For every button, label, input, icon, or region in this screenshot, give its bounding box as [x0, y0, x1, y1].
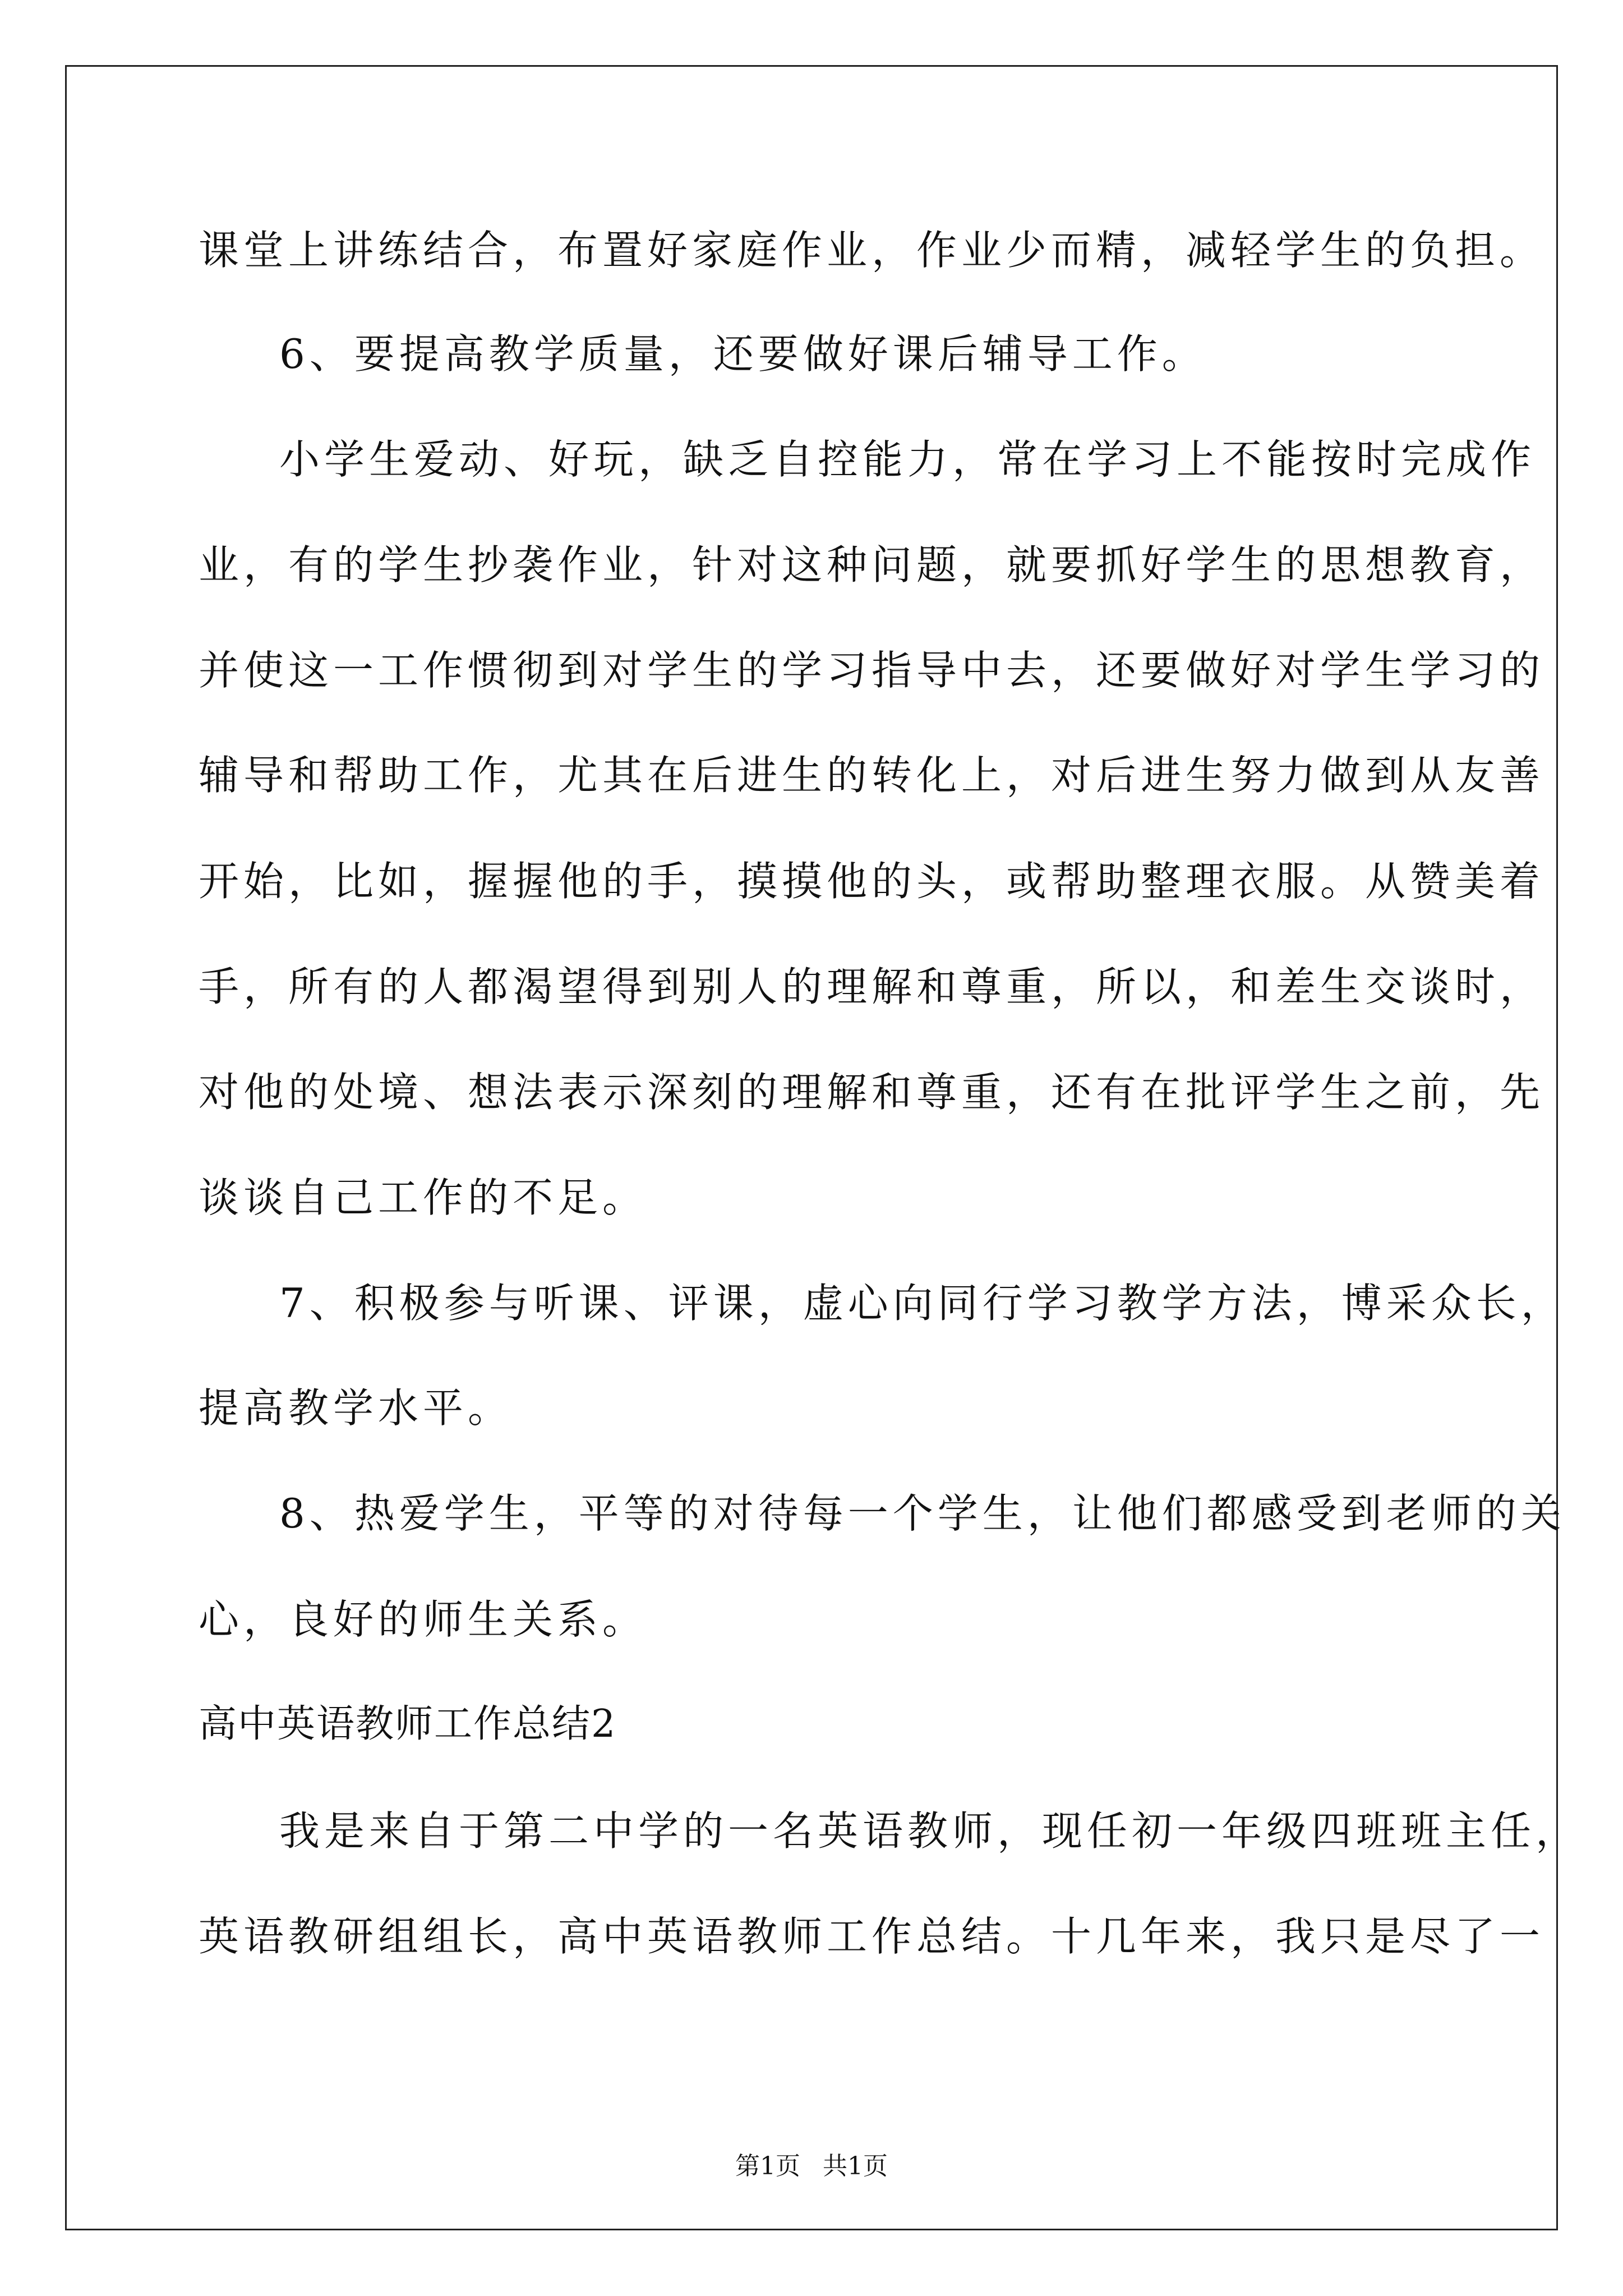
- paragraph-line-4: 业，有的学生抄袭作业，针对这种问题，就要抓好学生的思想教育，: [199, 541, 1545, 588]
- section-heading: 高中英语教师工作总结2: [199, 1702, 617, 1746]
- paragraph-line-17: 英语教研组组长，高中英语教师工作总结。十几年来，我只是尽了一: [199, 1913, 1545, 1960]
- paragraph-line-10: 谈谈自己工作的不足。: [199, 1174, 648, 1221]
- page-number-current: 第1页: [735, 2152, 800, 2180]
- paragraph-line-14: 心，良好的师生关系。: [199, 1596, 648, 1643]
- page-footer: [0, 2154, 1623, 2179]
- paragraph-line-3: 小学生爱动、好玩，缺乏自控能力，常在学习上不能按时完成作: [279, 436, 1536, 483]
- paragraph-line-6: 辅导和帮助工作，尤其在后进生的转化上，对后进生努力做到从友善: [199, 752, 1545, 799]
- paragraph-line-12: 提高教学水平。: [199, 1384, 513, 1432]
- paragraph-line-1: 课堂上讲练结合，布置好家庭作业，作业少而精，减轻学生的负担。: [199, 227, 1545, 274]
- paragraph-line-2: 6、要提高教学质量，还要做好课后辅导工作。: [279, 330, 1207, 378]
- page-number-total: 共1页: [823, 2152, 888, 2180]
- paragraph-line-5: 并使这一工作惯彻到对学生的学习指导中去，还要做好对学生学习的: [199, 647, 1545, 694]
- paragraph-line-7: 开始，比如，握握他的手，摸摸他的头，或帮助整理衣服。从赞美着: [199, 858, 1545, 905]
- paragraph-line-9: 对他的处境、想法表示深刻的理解和尊重，还有在批评学生之前，先: [199, 1069, 1545, 1116]
- paragraph-line-11: 7、积极参与听课、评课，虚心向同行学习教学方法，博采众长，: [279, 1280, 1566, 1327]
- paragraph-line-8: 手，所有的人都渴望得到别人的理解和尊重，所以，和差生交谈时，: [199, 963, 1545, 1010]
- paragraph-line-13: 8、热爱学生，平等的对待每一个学生，让他们都感受到老师的关: [279, 1490, 1566, 1537]
- page-border: [65, 65, 1558, 2230]
- paragraph-line-16: 我是来自于第二中学的一名英语教师，现任初一年级四班班主任，: [279, 1807, 1581, 1855]
